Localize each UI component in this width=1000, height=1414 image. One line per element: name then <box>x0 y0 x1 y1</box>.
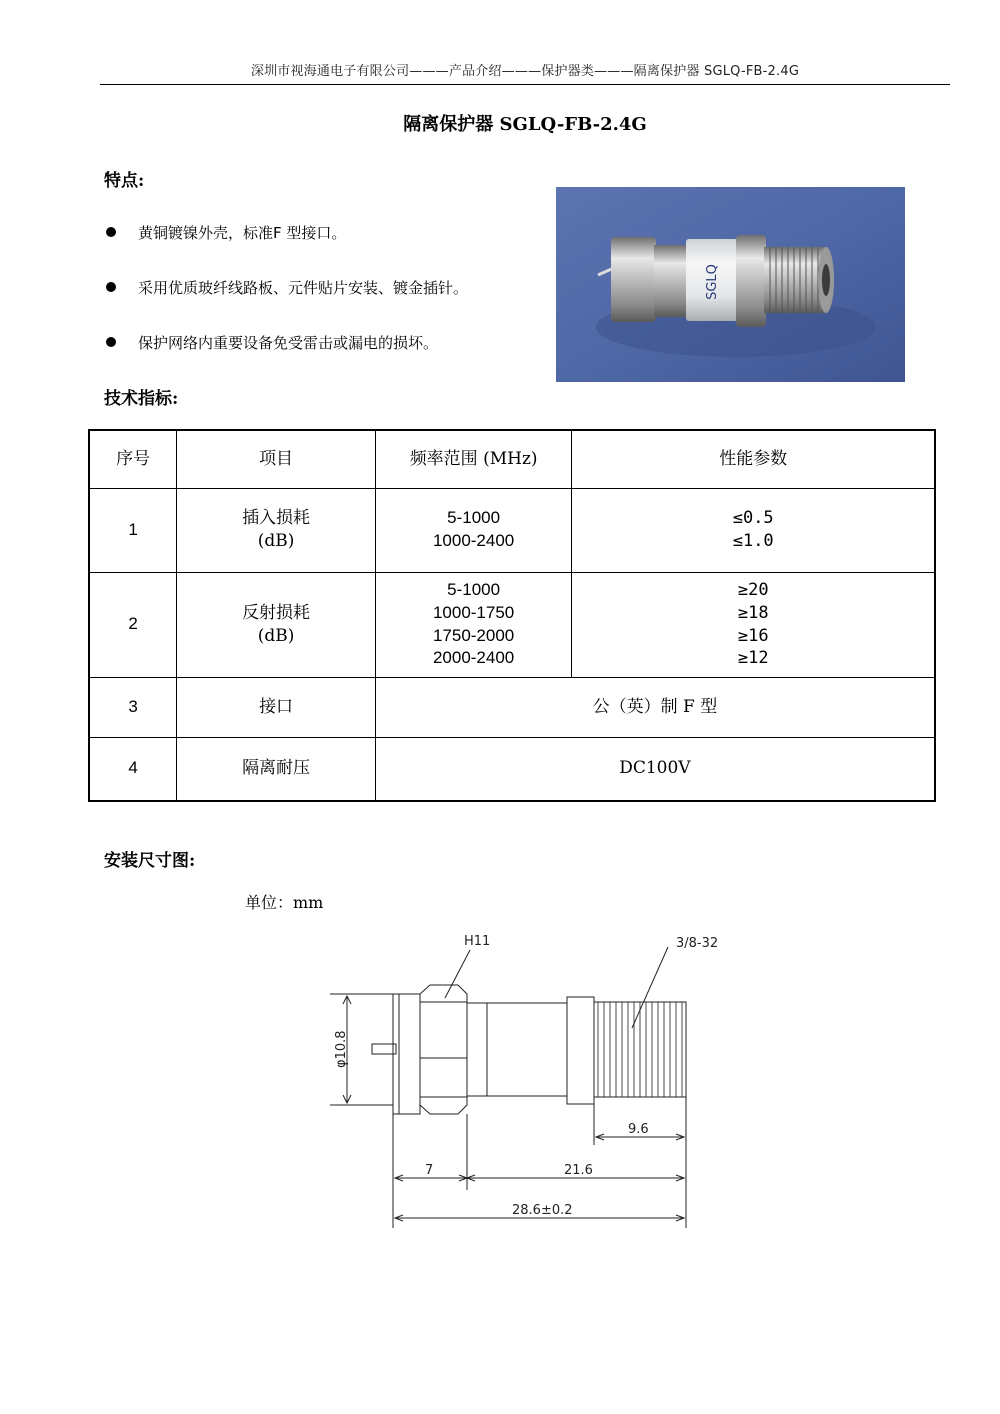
row-number: 4 <box>89 737 177 801</box>
table-row <box>89 488 935 572</box>
body-shape <box>467 1003 567 1096</box>
row-value: DC100V <box>375 737 935 801</box>
row-freq: 5-1000 1000-1750 1750-2000 2000-2400 <box>375 572 572 677</box>
column-header: 性能参数 <box>572 430 935 488</box>
row-freq: 5-1000 1000-2400 <box>375 488 572 572</box>
bullet-icon <box>106 282 116 292</box>
thread-length-label: 9.6 <box>628 1122 649 1137</box>
page-title: 隔离保护器 SGLQ-FB-2.4G <box>403 114 647 135</box>
row-number: 1 <box>89 488 177 572</box>
row-item: 接口 <box>177 677 376 737</box>
row-number: 3 <box>89 677 177 737</box>
features-heading: 特点: <box>104 171 145 191</box>
flange-shape <box>393 994 420 1114</box>
table-row <box>89 677 935 737</box>
column-header: 序号 <box>89 430 177 488</box>
diameter-label: φ10.8 <box>334 1030 349 1068</box>
row-item: 反射损耗 (dB) <box>177 572 376 677</box>
thread-leader-line <box>632 947 668 1028</box>
pin-shape <box>372 1044 396 1054</box>
specs-heading: 技术指标: <box>104 389 179 409</box>
table-row <box>89 737 935 801</box>
hex-nut-shape <box>420 985 467 1114</box>
bullet-icon <box>106 337 116 347</box>
total-length-label: 28.6±0.2 <box>512 1203 573 1218</box>
spec-table <box>88 429 936 802</box>
table-row <box>89 572 935 677</box>
unit-label: 单位：mm <box>245 893 324 912</box>
table-header-row <box>89 430 935 488</box>
hex-leader-line <box>445 950 470 998</box>
column-header: 项目 <box>177 430 376 488</box>
row-item: 插入损耗 (dB) <box>177 488 376 572</box>
hex-length-label: 7 <box>425 1163 434 1178</box>
feature-item: 采用优质玻纤线路板、元件贴片安装、镀金插针。 <box>106 277 468 298</box>
feature-item: 保护网络内重要设备免受雷击或漏电的损坏。 <box>106 332 438 353</box>
row-item: 隔离耐压 <box>177 737 376 801</box>
row-perf: ≥20 ≥18 ≥16 ≥12 <box>572 572 935 677</box>
feature-item: 黄铜镀镍外壳，标准F 型接口。 <box>106 222 346 243</box>
thread-shape <box>594 1002 686 1097</box>
column-header: 频率范围 (MHz) <box>375 430 572 488</box>
dimension-drawing <box>300 925 760 1235</box>
row-perf: ≤0.5 ≤1.0 <box>572 488 935 572</box>
photo-label-text: SGLQ <box>705 264 720 300</box>
installation-heading: 安装尺寸图: <box>104 851 196 871</box>
row-value: 公（英）制 F 型 <box>375 677 935 737</box>
body-length-label: 21.6 <box>564 1163 593 1178</box>
product-photo <box>556 187 905 382</box>
collar-shape <box>567 997 594 1104</box>
hex-label: H11 <box>464 934 491 949</box>
page-header-breadcrumb: 深圳市视海通电子有限公司———产品介绍———保护器类———隔离保护器 SGLQ-FB-2.4G <box>250 64 800 79</box>
row-number: 2 <box>89 572 177 677</box>
bullet-icon <box>106 227 116 237</box>
header-divider <box>100 84 950 85</box>
thread-label: 3/8-32 <box>676 936 719 951</box>
